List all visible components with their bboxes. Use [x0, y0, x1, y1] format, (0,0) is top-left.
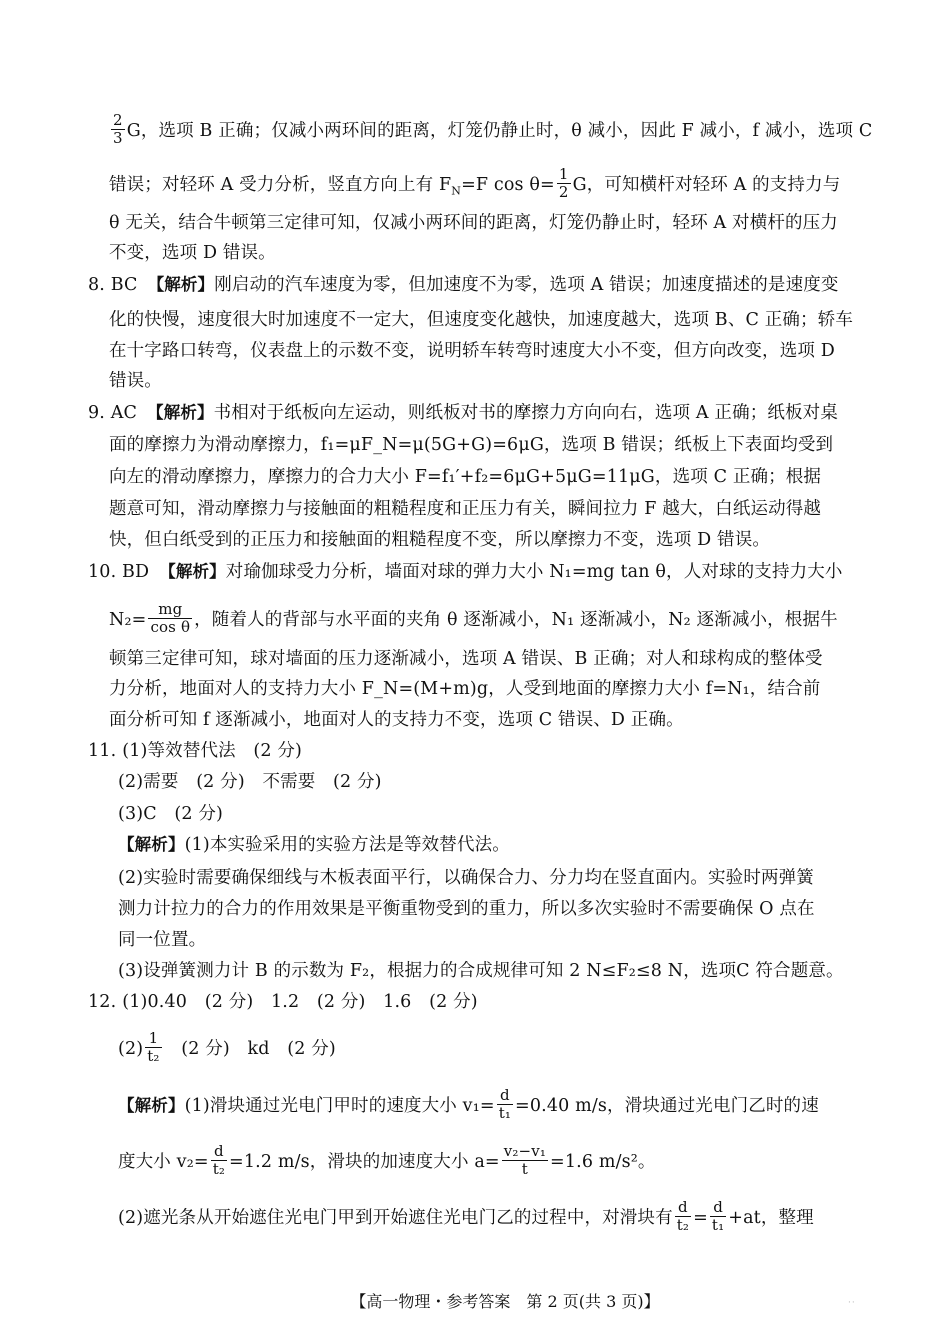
text-line: (2)需要 (2 分) 不需要 (2 分)	[118, 772, 382, 792]
text-line: 在十字路口转弯，仪表盘上的示数不变，说明轿车转弯时速度大小不变，但方向改变，选项 D	[109, 341, 835, 361]
text-line: N₂= $\frac{mg}{\text{cos θ}}$ ，随着人的背部与水平面的夹角 θ 逐渐减小，N₁ 逐渐减小，N₂ 逐渐减小，根据牛	[109, 600, 838, 636]
text-line: 不变，选项 D 错误。	[109, 243, 276, 263]
text-line: 顿第三定律可知，球对墙面的压力逐渐减小，选项 A 错误、B 正确；对人和球构成的整体受	[109, 649, 823, 669]
text-line: 【解析】(1)本实验采用的实验方法是等效替代法。	[118, 835, 510, 855]
fraction: $\frac{2}{3}$	[113, 111, 123, 147]
text-line: 面分析可知 f 逐渐减小，地面对人的支持力不变，选项 C 错误、D 正确。	[109, 710, 684, 730]
text-line: 度大小 v₂= $\frac{d}{\text{t₂}}$ =1.2 m/s，滑块的加速度大小 a= $\frac{\text{v₂−v₁}}{t}$ =1.6 m/s²。	[118, 1142, 656, 1178]
text-line: 测力计拉力的合力的作用效果是平衡重物受到的重力，所以多次实验时不需要确保 O 点在	[118, 899, 815, 919]
footer-text: 【高一物理・参考答案 第 2 页(共 3 页)】	[350, 1292, 660, 1311]
analysis-label: 【解析】	[118, 1096, 185, 1115]
fraction: $\frac{d}{\text{t₂}}$	[676, 1198, 690, 1234]
fraction: $\frac{d}{\text{t₁}}$	[711, 1198, 725, 1234]
text-line: (3)C (2 分)	[118, 804, 224, 824]
text-line: (3)设弹簧测力计 B 的示数为 F₂，根据力的合成规律可知 2 N≤F₂≤8 N，选项C 符合题意。	[118, 961, 844, 981]
page-footer	[0, 1291, 950, 1313]
analysis-label: 【解析】	[118, 835, 185, 854]
question-12-line: 12. (1)0.40 (2 分) 1.2 (2 分) 1.6 (2 分)	[88, 992, 478, 1012]
fraction: $\frac{d}{\text{t₁}}$	[498, 1086, 512, 1122]
text-line: $\frac{2}{3}$ G，选项 B 正确；仅减小两环间的距离，灯笼仍静止时，θ 减小，因此 F 减小，f 减小，选项 C	[113, 111, 873, 147]
text-line: 力分析，地面对人的支持力大小 F_N=(M+m)g，人受到地面的摩擦力大小 f=N₁，结合前	[109, 679, 821, 699]
text-line: (2) $\frac{1}{\text{t₂}}$ (2 分) kd (2 分)	[118, 1029, 336, 1065]
text-line: 错误。	[109, 371, 162, 391]
text-line: 快，但白纸受到的正压力和接触面的粗糙程度不变，所以摩擦力不变，选项 D 错误。	[109, 530, 771, 550]
analysis-label: 【解析】	[159, 562, 226, 581]
question-8-line: 8. BC 【解析】刚启动的汽车速度为零，但加速度不为零，选项 A 错误；加速度描述的是速度变	[88, 275, 839, 295]
question-number: 10. BD	[88, 562, 150, 582]
text-line: (2)遮光条从开始遮住光电门甲到开始遮住光电门乙的过程中，对滑块有 $\frac{d}{\text{t₂}}$ = $\frac{d}{\text{t₁}}$ +at，整理	[118, 1198, 814, 1234]
analysis-label: 【解析】	[147, 275, 215, 294]
text-line: (2)实验时需要确保细线与木板表面平行，以确保合力、分力均在竖直面内。实验时两弹簧	[118, 868, 814, 888]
fraction: $\frac{1}{\text{t₂}}$	[147, 1029, 160, 1065]
text-line: 面的摩擦力为滑动摩擦力，f₁=μF_N=μ(5G+G)=6μG，选项 B 错误；纸板上下表面均受到	[109, 435, 834, 455]
fraction: $\frac{\text{v₂−v₁}}{t}$	[503, 1142, 547, 1178]
text-line: θ 无关，结合牛顿第三定律可知，仅减小两环间的距离，灯笼仍静止时，轻环 A 对横杆的压力	[109, 213, 838, 233]
question-11-line: 11. (1)等效替代法 (2 分)	[88, 741, 303, 761]
question-number: 11.	[88, 741, 117, 761]
fraction: $\frac{d}{\text{t₂}}$	[212, 1142, 226, 1178]
corner-mark: ··	[848, 1298, 856, 1308]
question-number: 8. BC	[88, 275, 138, 295]
question-10-line: 10. BD 【解析】对瑜伽球受力分析，墙面对球的弹力大小 N₁=mg tan θ，人对球的支持力大小	[88, 562, 843, 582]
question-number: 9. AC	[88, 403, 138, 423]
text-line: 题意可知，滑动摩擦力与接触面的粗糙程度和正压力有关，瞬间拉力 F 越大，白纸运动得越	[109, 499, 822, 519]
text-line: 【解析】(1)滑块通过光电门甲时的速度大小 v₁= $\frac{d}{\text{t₁}}$ =0.40 m/s，滑块通过光电门乙时的速	[118, 1086, 819, 1122]
text-line: 错误；对轻环 A 受力分析，竖直方向上有 $F_N=F$ cos θ= $\frac{1}{2}$ G，可知横杆对轻环 A 的支持力与	[109, 165, 841, 201]
text-line: 化的快慢，速度很大时加速度不一定大，但速度变化越快，加速度越大，选项 B、C 正确；轿车	[109, 310, 853, 330]
text-line: 向左的滑动摩擦力，摩擦力的合力大小 F=f₁′+f₂=6μG+5μG=11μG，选项 C 正确；根据	[109, 467, 822, 487]
question-9-line: 9. AC 【解析】书相对于纸板向左运动，则纸板对书的摩擦力方向向右，选项 A 正确；纸板对桌	[88, 403, 838, 423]
analysis-label: 【解析】	[147, 403, 214, 422]
question-number: 12.	[88, 992, 117, 1012]
text-line: 同一位置。	[118, 930, 207, 950]
fraction: $\frac{mg}{\text{cos θ}}$	[150, 600, 191, 636]
fraction: $\frac{1}{2}$	[558, 165, 569, 201]
